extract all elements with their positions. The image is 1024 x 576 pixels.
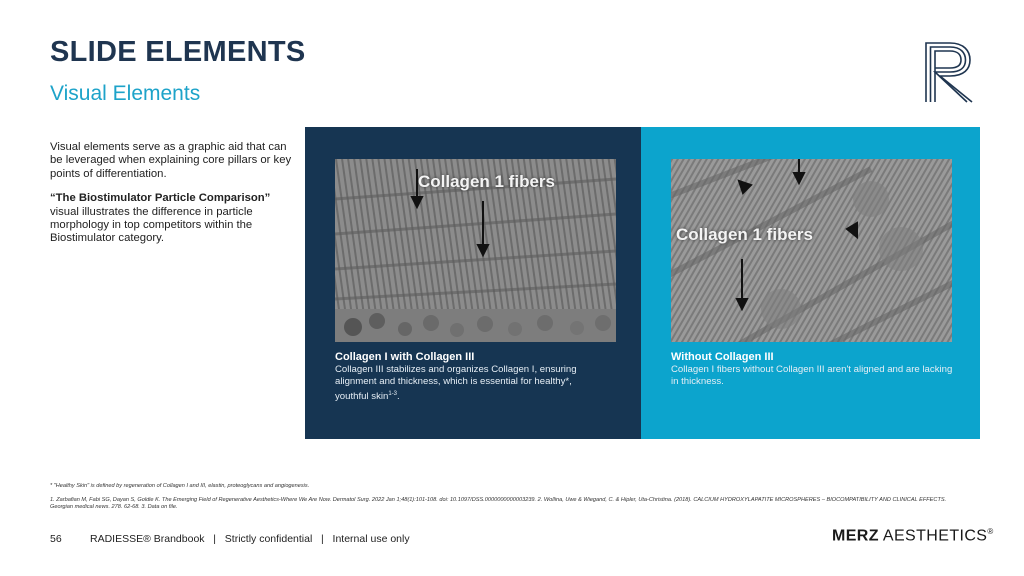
footer [50,533,410,545]
left-caption-title: Collagen I with Collagen III [335,351,475,363]
footer-text: RADIESSE® Brandbook | Strictly confidential | Internal use only [90,533,410,545]
r-monogram-icon [920,40,980,104]
intro-paragraph: Visual elements serve as a graphic aid that can be leveraged when explaining core pillars or key points of differentiation. [50,141,292,180]
particle-comparison-visual [305,127,980,439]
micrograph-aligned-fibers [335,159,616,342]
left-caption-text: Collagen III stabilizes and organizes Collagen I, ensuring alignment and thickness, which is essential for healthy*, youthful skin$^{1-3}$. [335,364,577,403]
right-image-label: Collagen 1 fibers [676,225,813,244]
panel-without-collagen-iii [641,127,980,439]
left-image-label: Collagen 1 fibers [418,172,555,191]
right-caption-text: Collagen I fibers without Collagen III aren't aligned and are lacking in thickness. [671,364,953,387]
body-text [50,141,300,257]
micrograph-disordered-fibers [671,159,952,342]
slide-title: SLIDE ELEMENTS [50,36,306,68]
footnote-healthy-skin: * "Healthy Skin" is defined by regeneration of Collagen I and III, elastin, proteoglycans and angiogenesis. [50,483,310,489]
footnote-references: 1. Zarbafian M, Fabi SG, Dayan S, Goldie K. The Emerging Field of Regenerative Aesthetics-Where We Are Now. Dermatol Surg. 2022 Jan 1;48(1):101-108. doi: 10.1097/DSS.0000000000003239. 2. Wollina, Uwe & Wiegand, C. & Hipler, Uta-Christina. (2018). CALCIUM HYDROXYLAPATITE MICROSPHERES – BIOCOMPATIBILITY AND CLINICAL EFFECTS. Georgian medical news. 278. 62-68. 3. Data on file. [50,497,947,510]
slide-subtitle: Visual Elements [50,82,201,105]
page-number: 56 [50,533,62,545]
comparison-paragraph [50,192,300,246]
comparison-heading: “The Biostimulator Particle Comparison” [50,192,271,205]
right-caption-title: Without Collagen III [671,351,774,363]
panel-with-collagen-iii [305,127,641,439]
comparison-description: visual illustrates the difference in particle morphology in top competitors within the Biostimulator category. [50,205,253,245]
merz-aesthetics-logo: MERZ AESTHETICS® [832,527,994,545]
